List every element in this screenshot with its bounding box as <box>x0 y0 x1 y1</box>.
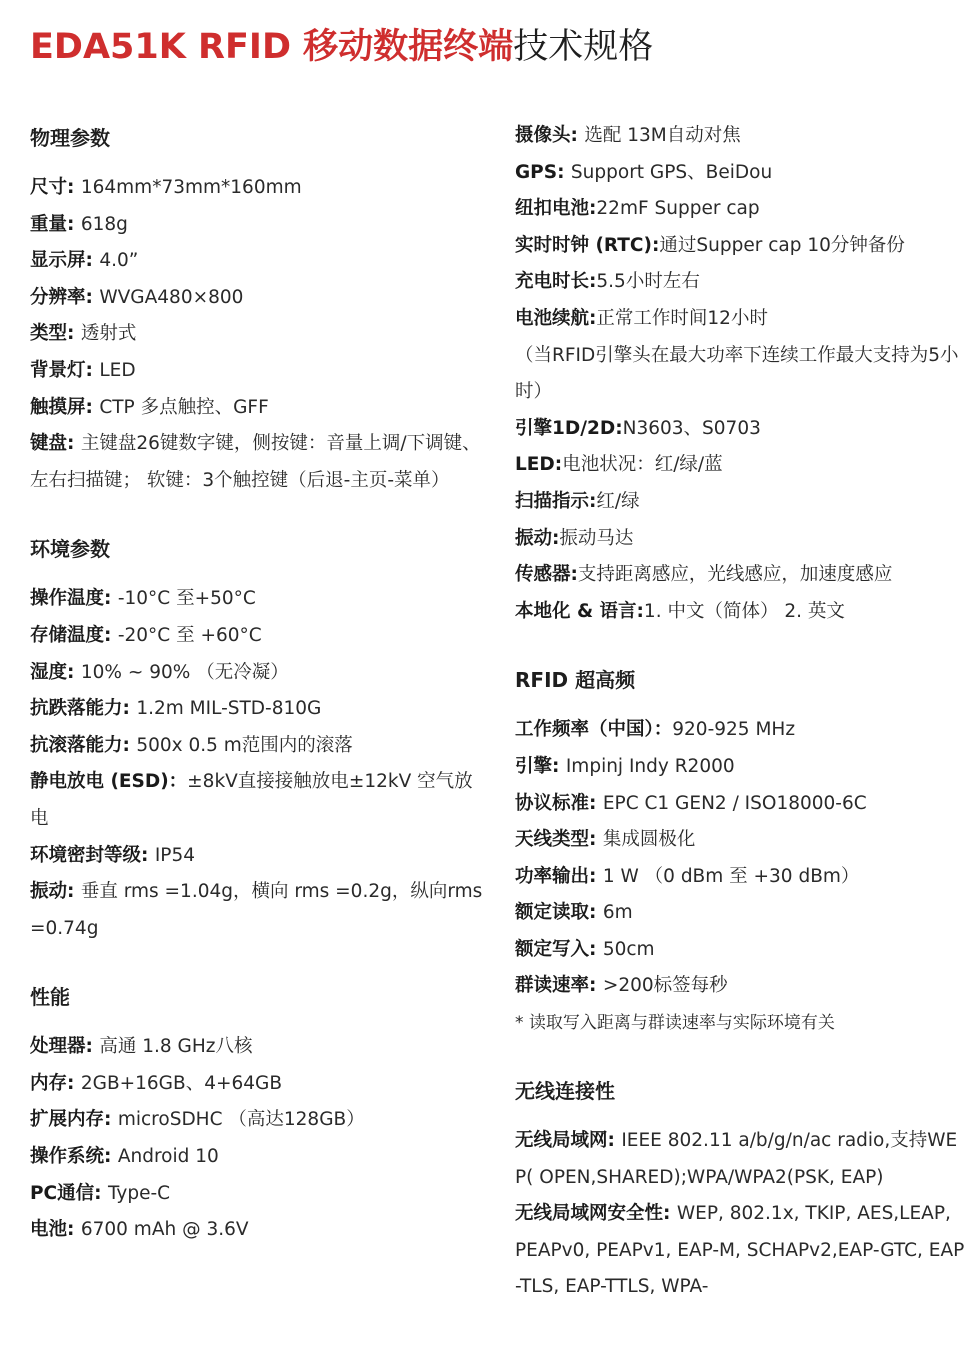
section-spacer <box>515 1041 967 1071</box>
spec-value: 5.5小时左右 <box>596 271 700 293</box>
section-spacer <box>515 1111 967 1123</box>
spec-label: 湿度: <box>30 661 81 683</box>
section-heading: RFID 超高频 <box>515 668 636 693</box>
section-spacer <box>30 158 485 170</box>
spec-label: 额定读取: <box>515 902 603 924</box>
spec-value: microSDHC （高达128GB） <box>117 1109 365 1131</box>
section-spacer <box>30 1017 485 1029</box>
section-heading: 性能 <box>30 985 70 1010</box>
spec-label: 实时时钟 (RTC): <box>515 234 660 256</box>
spec-value: 6m <box>602 902 633 924</box>
spec-label: 静电放电 (ESD)： <box>30 771 188 793</box>
spec-value: 主键盘26键数字键，侧按键：音量上调/下调键、左右扫描键； 软键：3个触控键（后退-主页-菜单） <box>30 433 481 491</box>
spec-row <box>30 280 485 317</box>
spec-row <box>30 691 485 728</box>
spec-value: IP54 <box>154 844 195 866</box>
spec-row <box>30 874 485 947</box>
spec-value: 支持距离感应，光线感应，加速度感应 <box>577 564 893 586</box>
spec-value: 1 W （0 dBm 至 +30 dBm） <box>602 865 860 887</box>
spec-label: 额定写入: <box>515 938 603 960</box>
spec-label: 类型: <box>30 323 81 345</box>
spec-value: 高通 1.8 GHz八核 <box>99 1036 253 1058</box>
spec-label: 操作系统: <box>30 1146 118 1168</box>
spec-row <box>515 447 967 484</box>
spec-label: 协议标准: <box>515 792 603 814</box>
spec-row <box>515 228 967 265</box>
spec-label: 扫描指示: <box>515 490 597 512</box>
spec-value: N3603、S0703 <box>622 417 761 439</box>
spec-value: 6700 mAh @ 3.6V <box>80 1219 249 1241</box>
spec-value: 振动马达 <box>559 527 634 549</box>
spec-row <box>515 411 967 448</box>
spec-label: 无线局域网安全性: <box>515 1203 677 1225</box>
spec-value: 4.0” <box>99 250 139 272</box>
spec-value: 22mF Supper cap <box>596 198 760 220</box>
spec-value: 通过Supper cap 10分钟备份 <box>659 234 905 256</box>
spec-value: -20°C 至 +60°C <box>117 624 262 646</box>
spec-label: 尺寸: <box>30 177 81 198</box>
spec-value: 垂直 rms =1.04g，横向 rms =0.2g，纵向rms =0.74g <box>30 881 483 939</box>
title-suffix: 技术规格 <box>513 27 654 67</box>
spec-label: 天线类型: <box>515 829 603 851</box>
spec-label: 充电时长: <box>515 271 597 293</box>
spec-label: 引擎: <box>515 755 566 777</box>
spec-row <box>30 1066 485 1103</box>
spec-value: CTP 多点触控、GFF <box>99 396 269 418</box>
spec-row <box>30 426 485 499</box>
spec-row <box>515 118 967 155</box>
spec-row <box>30 581 485 618</box>
spec-row <box>30 316 485 353</box>
spec-label: 电池续航: <box>515 307 597 329</box>
spec-footnote: * 读取写入距离与群读速率与实际环境有关 <box>515 1013 835 1034</box>
spec-label: 操作温度: <box>30 588 118 610</box>
spec-value: Support GPS、BeiDou <box>570 161 773 183</box>
spec-label: 抗滚落能力: <box>30 734 137 756</box>
spec-row <box>30 728 485 765</box>
spec-value: IEEE 802.11 a/b/g/n/ac radio,支持WEP( OPEN,SHARED);WPA/WPA2(PSK, EAP) <box>515 1130 958 1188</box>
spec-value: 164mm*73mm*160mm <box>80 177 302 198</box>
spec-row <box>515 712 967 749</box>
spec-value: 电池状况：红/绿/蓝 <box>562 454 723 476</box>
spec-label: 背景灯: <box>30 359 100 381</box>
section-spacer <box>30 499 485 529</box>
spec-row <box>515 264 967 301</box>
spec-value: 618g <box>80 213 128 235</box>
spec-row <box>30 243 485 280</box>
section-heading: 物理参数 <box>30 126 110 150</box>
spec-value: （当RFID引擎头在最大功率下连续工作最大支持为5小时） <box>515 344 959 403</box>
spec-row <box>515 968 967 1005</box>
spec-label: 分辨率: <box>30 286 100 308</box>
spec-label: GPS: <box>515 161 571 183</box>
spec-label: 群读速率: <box>515 975 603 997</box>
spec-value: 1.2m MIL-STD-810G <box>136 698 322 720</box>
spec-row <box>30 655 485 692</box>
spec-value: Android 10 <box>117 1146 219 1168</box>
spec-row <box>30 1102 485 1139</box>
right-column <box>515 118 967 1306</box>
spec-row <box>30 1176 485 1213</box>
spec-value: 1. 中文（简体） 2. 英文 <box>643 600 845 622</box>
spec-row <box>30 207 485 244</box>
spec-value: 红/绿 <box>596 490 640 512</box>
spec-value: 正常工作时间12小时 <box>596 307 768 329</box>
spec-label: 传感器: <box>515 564 578 586</box>
spec-value: -10°C 至+50°C <box>117 588 256 610</box>
spec-value: 集成圆极化 <box>602 829 696 851</box>
spec-row <box>30 390 485 427</box>
spec-label: 显示屏: <box>30 250 100 272</box>
spec-label: 无线局域网: <box>515 1130 622 1152</box>
page-title <box>30 22 653 72</box>
spec-row <box>30 1139 485 1176</box>
spec-row <box>515 191 967 228</box>
spec-row <box>30 838 485 875</box>
spec-label: 内存: <box>30 1072 81 1094</box>
spec-value: 2GB+16GB、4+64GB <box>80 1072 283 1094</box>
spec-label: 处理器: <box>30 1036 100 1058</box>
spec-label: 重量: <box>30 213 81 235</box>
spec-row <box>515 594 967 631</box>
section-spacer <box>30 569 485 581</box>
spec-label: 键盘: <box>30 433 81 455</box>
spec-value: WVGA480×800 <box>99 286 244 308</box>
spec-row <box>515 155 967 192</box>
section-spacer <box>515 630 967 660</box>
spec-row <box>515 557 967 594</box>
spec-row <box>30 1212 485 1249</box>
spec-label: 振动: <box>30 881 81 903</box>
spec-label: 摄像头: <box>515 125 585 146</box>
spec-label: 环境密封等级: <box>30 844 155 866</box>
spec-row <box>30 353 485 390</box>
spec-value: 920-925 MHz <box>672 719 796 741</box>
spec-row <box>30 170 485 207</box>
spec-value: Impinj Indy R2000 <box>565 755 735 777</box>
spec-row <box>515 859 967 896</box>
spec-label: 抗跌落能力: <box>30 698 137 720</box>
spec-label: 功率输出: <box>515 865 603 887</box>
spec-label: 振动: <box>515 527 560 549</box>
spec-row <box>515 786 967 823</box>
left-column <box>30 118 485 1249</box>
spec-value: 10% ~ 90% （无冷凝） <box>80 661 289 683</box>
spec-label: PC通信: <box>30 1182 108 1204</box>
spec-row <box>515 749 967 786</box>
title-product: EDA51K RFID 移动数据终端 <box>30 27 514 67</box>
spec-row <box>30 1029 485 1066</box>
spec-label: 纽扣电池: <box>515 198 597 220</box>
spec-value: WEP, 802.1x, TKIP, AES,LEAP, PEAPv0, PEAPv1, EAP-M, SCHAPv2,EAP-GTC, EAP-TLS, EAP-TTLS, WPA- <box>515 1203 965 1298</box>
spec-label: 本地化 & 语言: <box>515 600 644 622</box>
spec-label: 存储温度: <box>30 624 118 646</box>
spec-row <box>515 1196 967 1306</box>
spec-row <box>515 1123 967 1196</box>
spec-value: LED <box>99 359 136 381</box>
section-spacer <box>515 700 967 712</box>
spec-label: 工作频率（中国）： <box>515 719 673 741</box>
spec-row <box>515 895 967 932</box>
spec-row <box>515 521 967 558</box>
spec-label: 触摸屏: <box>30 396 100 418</box>
spec-row <box>515 301 967 338</box>
spec-value: Type-C <box>107 1182 171 1204</box>
spec-label: 引擎1D/2D: <box>515 417 623 439</box>
spec-value: 透射式 <box>80 323 137 345</box>
spec-value: ±8kV直接接触放电±12kV 空气放电 <box>30 771 473 829</box>
spec-label: 扩展内存: <box>30 1109 118 1131</box>
section-heading: 环境参数 <box>30 537 110 562</box>
spec-value: 50cm <box>602 938 655 960</box>
spec-value: EPC C1 GEN2 / ISO18000-6C <box>602 792 867 814</box>
spec-value: 选配 13M自动对焦 <box>584 125 741 146</box>
spec-value: >200标签每秒 <box>602 975 728 997</box>
spec-label: LED: <box>515 454 563 476</box>
spec-label: 电池: <box>30 1219 81 1241</box>
section-heading: 无线连接性 <box>515 1079 615 1104</box>
spec-row <box>515 932 967 969</box>
spec-row <box>30 618 485 655</box>
spec-value: 500x 0.5 m范围内的滚落 <box>136 734 353 756</box>
spec-row <box>515 822 967 859</box>
section-spacer <box>30 947 485 977</box>
spec-row <box>515 484 967 521</box>
spec-row <box>515 338 967 411</box>
spec-row <box>30 764 485 837</box>
